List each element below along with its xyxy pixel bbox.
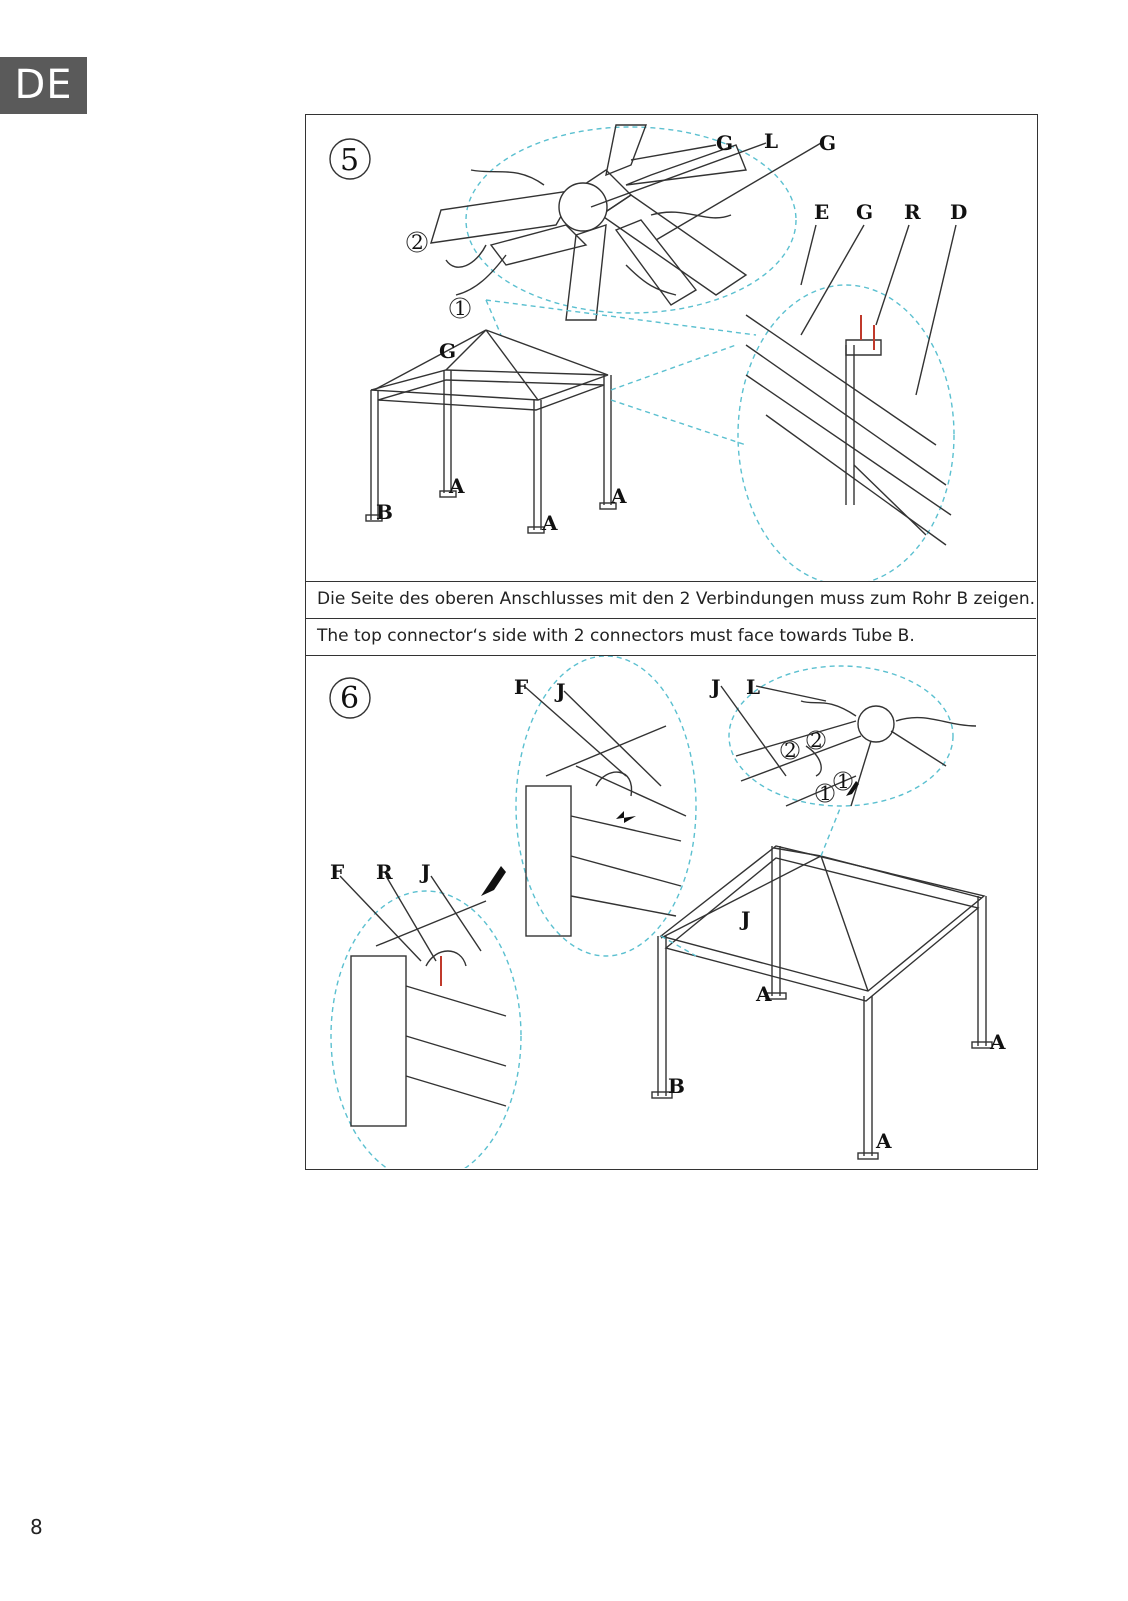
marker-2a: 2 <box>784 738 797 762</box>
bottom-corner-detail <box>351 901 506 1126</box>
label-d: D <box>950 200 968 224</box>
marker-2: 2 <box>411 230 424 254</box>
step6-number: 6 <box>340 681 360 716</box>
arrow-left <box>616 811 636 823</box>
caption-english: The top connector‘s side with 2 connectors must face towards Tube B. <box>306 618 1036 655</box>
label-j-hub: J <box>711 675 721 699</box>
marker-2b: 2 <box>810 728 823 752</box>
label-a-right-6: A <box>990 1030 1006 1054</box>
gazebo-frame <box>366 330 616 533</box>
step5-panel <box>306 115 1036 581</box>
caption-german: Die Seite des oberen Anschlusses mit den 2 Verbindungen muss zum Rohr B zeigen. <box>306 581 1036 618</box>
instruction-frame <box>305 114 1038 1170</box>
label-j-bottom: J <box>421 860 431 884</box>
arrow-down-left <box>481 866 506 896</box>
step6-panel <box>306 655 1036 1169</box>
marker-1a: 1 <box>819 781 832 805</box>
language-tab: DE <box>0 57 87 114</box>
step5-number: 5 <box>340 143 360 178</box>
cable-2 <box>446 245 486 267</box>
label-j-top: J <box>556 679 566 703</box>
label-a-back-6: A <box>756 982 772 1006</box>
top-corner-callout <box>516 656 696 956</box>
label-e: E <box>814 200 830 224</box>
label-g-frame: G <box>439 339 457 363</box>
label-g-hub-left: G <box>716 131 734 155</box>
label-j-frame: J <box>741 907 751 931</box>
hub-callout <box>466 127 796 313</box>
step5-illustration <box>306 115 1036 581</box>
label-b-6: B <box>668 1074 685 1098</box>
marker-1b: 1 <box>837 769 850 793</box>
label-g-corner: G <box>856 200 874 224</box>
label-a-front-6: A <box>876 1129 892 1153</box>
label-a-right: A <box>611 484 627 508</box>
label-a-front: A <box>542 511 558 535</box>
label-l-hub: L <box>764 129 779 153</box>
label-l-hub-6: L <box>746 675 761 699</box>
corner-detail <box>746 315 951 545</box>
label-b: B <box>376 500 393 524</box>
label-f-top: F <box>514 675 529 699</box>
step6-illustration <box>306 656 1036 1168</box>
screws <box>861 315 874 350</box>
hub-detail-6 <box>736 701 976 806</box>
label-a-back: A <box>449 474 465 498</box>
label-g-hub-right: G <box>819 131 837 155</box>
page-number: 8 <box>30 1515 43 1539</box>
cable-5 <box>626 265 676 295</box>
label-r-bottom: R <box>376 860 393 884</box>
label-f-bottom: F <box>330 860 345 884</box>
cable-1 <box>471 170 544 185</box>
hub-plate <box>559 183 607 231</box>
marker-1: 1 <box>454 296 467 320</box>
label-r: R <box>904 200 921 224</box>
gazebo-frame-6 <box>652 846 992 1159</box>
